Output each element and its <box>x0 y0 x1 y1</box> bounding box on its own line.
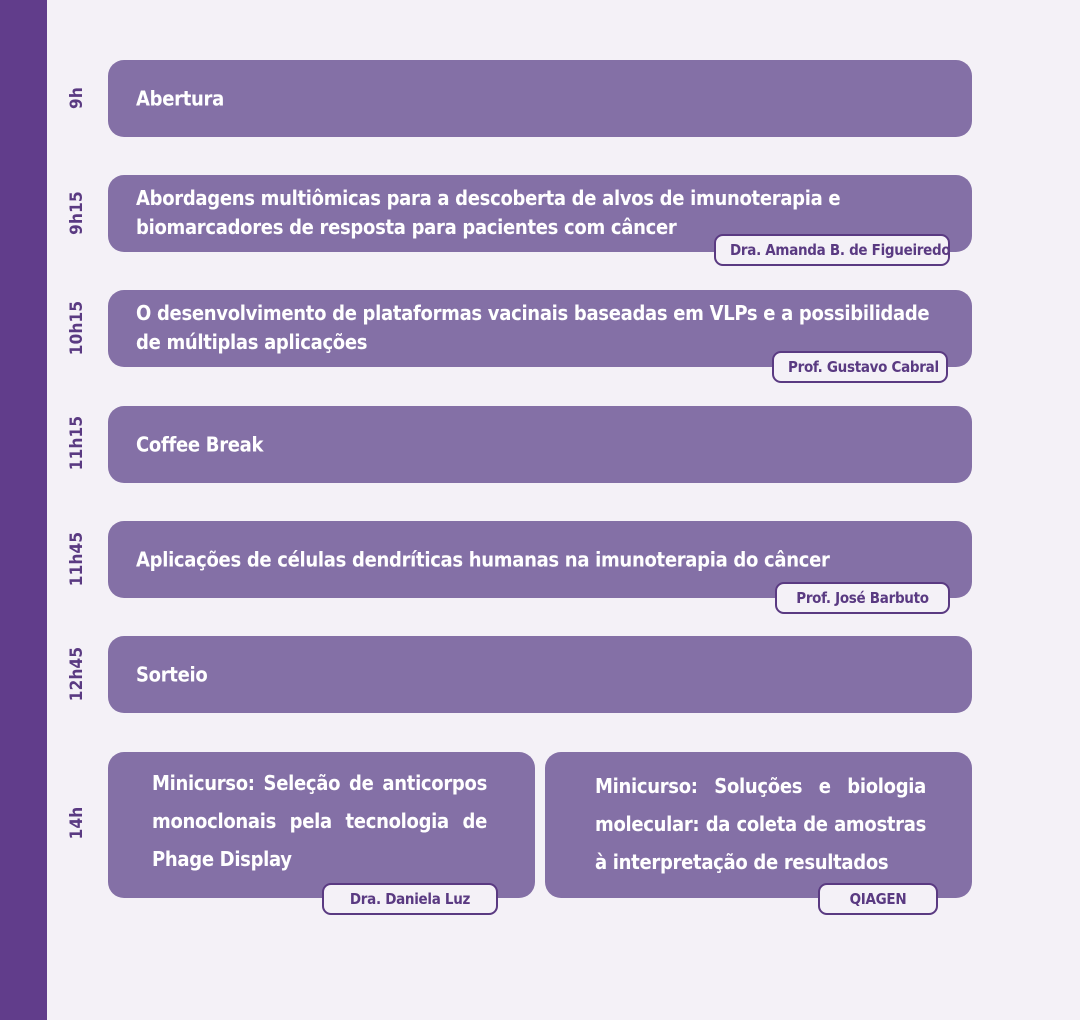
session-title: Sorteio <box>136 662 208 686</box>
speaker-badge: Prof. José Barbuto <box>775 582 950 614</box>
session-title: Aplicações de células dendríticas humanas na imunoterapia do câncer <box>136 547 830 571</box>
schedule-item-abertura <box>108 60 972 137</box>
schedule-item-coffee-break <box>108 406 972 483</box>
speaker-badge: Dra. Daniela Luz <box>322 883 498 915</box>
speaker-badge: QIAGEN <box>818 883 938 915</box>
session-title: Minicurso: Soluções e biologia molecular: da coleta de amostras à interpretação de resultados <box>595 774 926 874</box>
session-title: Abordagens multiômicas para a descoberta de alvos de imunoterapia e biomarcadores de resposta para pacientes com câncer <box>136 186 841 239</box>
schedule-item-sorteio <box>108 636 972 713</box>
minicourse-phage-display <box>108 752 535 898</box>
side-accent-bar <box>0 0 47 1020</box>
session-title: Minicurso: Seleção de anticorpos monoclonais pela tecnologia de Phage Display <box>152 771 487 871</box>
speaker-badge: Prof. Gustavo Cabral <box>772 351 948 383</box>
session-title: O desenvolvimento de plataformas vacinais baseadas em VLPs e a possibilidade de múltiplas aplicações <box>136 301 930 354</box>
minicourse-qiagen <box>545 752 972 898</box>
speaker-badge: Dra. Amanda B. de Figueiredo <box>714 234 950 266</box>
session-title: Coffee Break <box>136 432 264 456</box>
session-title: Abertura <box>136 86 224 110</box>
